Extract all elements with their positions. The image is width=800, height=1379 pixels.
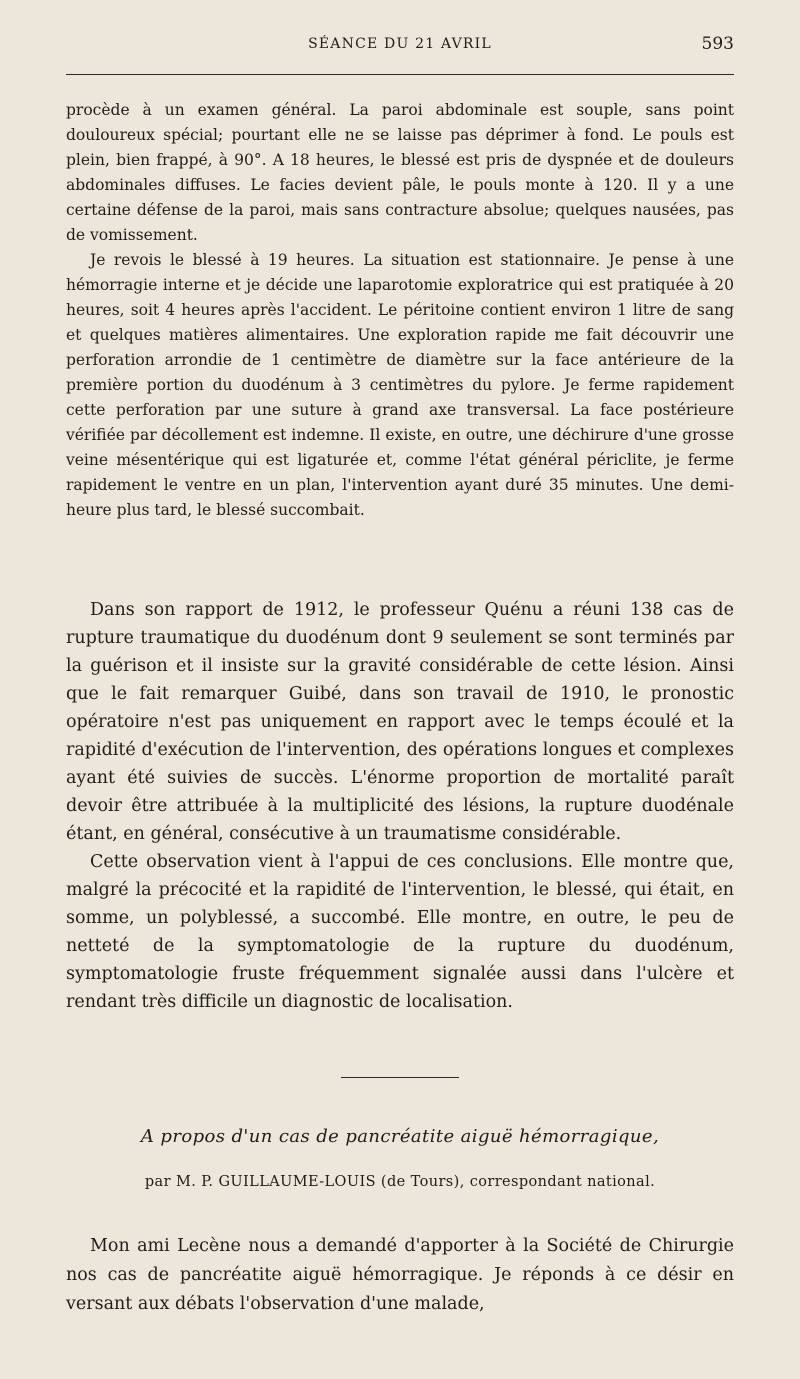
article-byline: par M. P. GUILLAUME-LOUIS (de Tours), correspondant national.: [144, 1174, 656, 1190]
article-intro: [66, 1232, 734, 1319]
journal-page: [66, 0, 734, 1379]
discussion-paragraph-1: Dans son rapport de 1912, le professeur Quénu a réuni 138 cas de rupture traumatique du duodénum dont 9 seulement se sont terminés par la guérison et il insiste sur la gravité considérable de cette lésion. Ainsi que le fait remarquer Guibé, dans son travail de 1910, le pronostic opératoire n'est pas uniquement en rapport avec le temps écoulé et la rapidité d'exécution de l'intervention, des opérations longues et complexes ayant été suivies de succès. L'énorme proportion de mortalité paraît devoir être attribuée à la multiplicité des lésions, la rupture duodénale étant, en général, consécutive à un traumatisme considérable.: [66, 600, 734, 844]
observation-text: [66, 98, 734, 523]
observation-paragraph-2: Je revois le blessé à 19 heures. La situation est stationnaire. Je pense à une hémorragie interne et je décide une laparotomie exploratrice qui est pratiquée à 20 heures, soit 4 heures après l'accident. Le péritoine contient environ 1 litre de sang et quelques matières alimentaires. Une exploration rapide me fait découvrir une perforation arrondie de 1 centimètre de diamètre sur la face antérieure de la première portion du duodénum à 3 centimètres du pylore. Je ferme rapidement cette perforation par une suture à grand axe transversal. La face postérieure vérifiée par décollement est indemne. Il existe, en outre, une déchirure d'une grosse veine mésentérique qui est ligaturée et, comme l'état général périclite, je ferme rapidement le ventre en un plan, l'intervention ayant duré 35 minutes. Une demi-heure plus tard, le blessé succombait.: [66, 251, 734, 519]
discussion-text: [66, 596, 734, 1016]
section-separator: [341, 1077, 459, 1078]
header-rule: [66, 74, 734, 75]
running-title: SÉANCE DU 21 AVRIL: [308, 36, 492, 52]
observation-paragraph-1: procède à un examen général. La paroi abdominale est souple, sans point douloureux spécial; pourtant elle ne se laisse pas déprimer à fond. Le pouls est plein, bien frappé, à 90°. A 18 heures, le blessé est pris de dyspnée et de douleurs abdominales diffuses. Le facies devient pâle, le pouls monte à 120. Il y a une certaine défense de la paroi, mais sans contracture absolue; quelques nausées, pas de vomissement.: [66, 101, 734, 244]
discussion-paragraph-2: Cette observation vient à l'appui de ces conclusions. Elle montre que, malgré la précocité et la rapidité de l'intervention, le blessé, qui était, en somme, un polyblessé, a succombé. Elle montre, en outre, le peu de netteté de la symptomatologie de la rupture du duodénum, symptomatologie fruste fréquemment signalée aussi dans l'ulcère et rendant très difficile un diagnostic de localisation.: [66, 852, 734, 1012]
page-number: 593: [701, 34, 734, 54]
running-head: [66, 34, 734, 58]
intro-paragraph: Mon ami Lecène nous a demandé d'apporter à la Société de Chirurgie nos cas de pancréatite aiguë hémorragique. Je réponds à ce désir en versant aux débats l'observation d'une malade,: [66, 1236, 734, 1314]
article-title: A propos d'un cas de pancréatite aiguë hémorragique,: [140, 1126, 660, 1147]
